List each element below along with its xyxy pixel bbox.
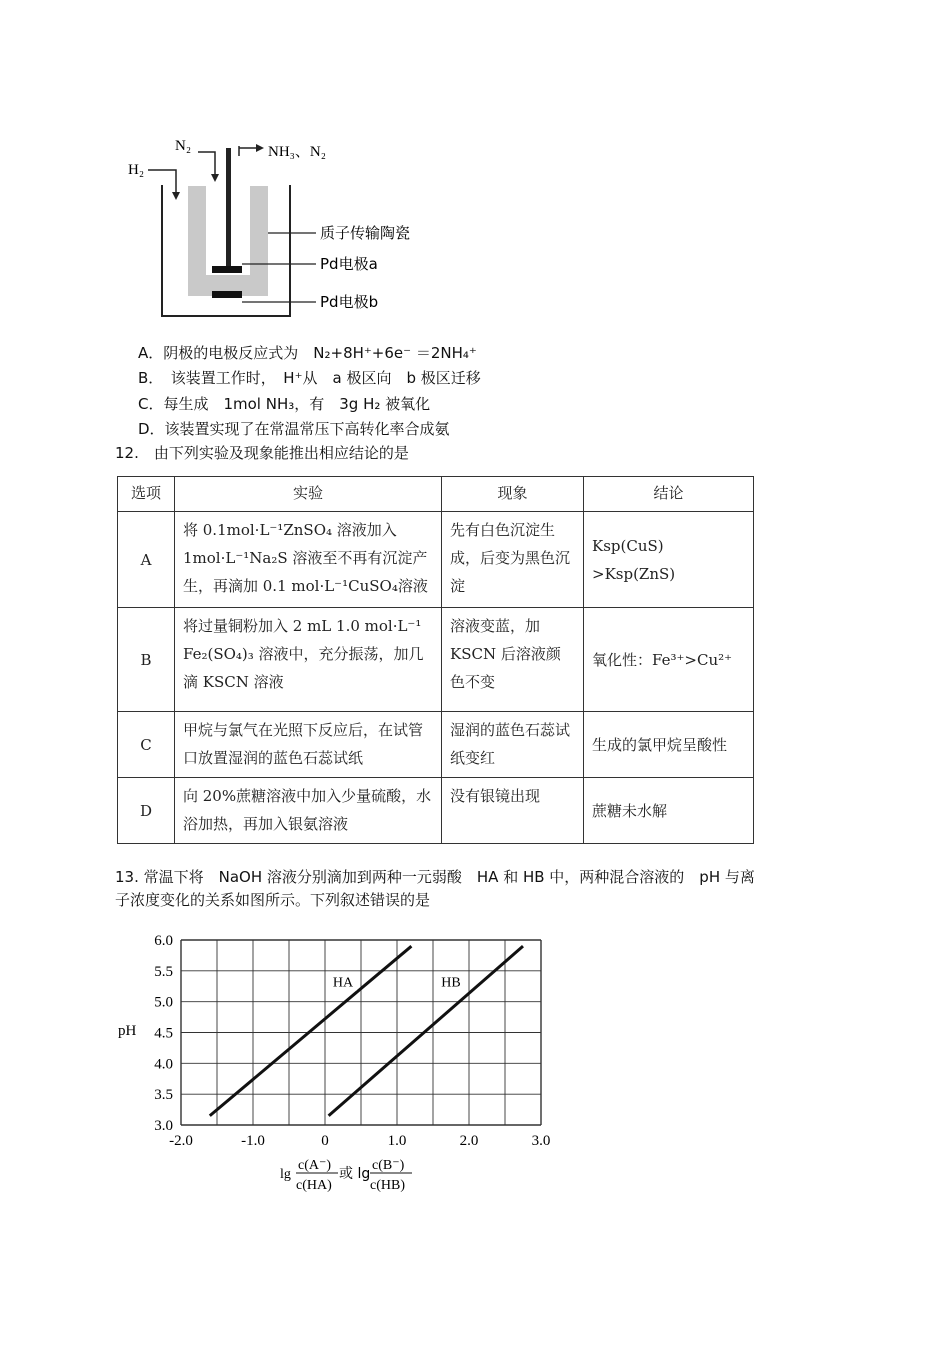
electrode-b-plate <box>212 291 242 298</box>
table-row <box>118 712 754 778</box>
row-conclusion: Ksp(CuS) >Ksp(ZnS) <box>584 512 754 608</box>
electrode-a-plate <box>212 266 242 273</box>
row-experiment: 将 0.1mol·L⁻¹ZnSO₄ 溶液加入 1mol·L⁻¹Na₂S 溶液至不再有沉淀产生，再滴加 0.1 mol·L⁻¹CuSO₄溶液 <box>175 512 442 608</box>
y-tick-label: 4.5 <box>154 1025 173 1042</box>
n2-label: N₂ <box>175 138 192 154</box>
q11-option-b: B． 该装置工作时， H⁺从 a 极区向 b 极区迁移 <box>138 369 481 387</box>
h2-label: H₂ <box>128 162 145 178</box>
q12-table <box>117 476 754 844</box>
x-tick-label: 1.0 <box>387 1133 407 1149</box>
x-label-mid: 或 lg <box>339 1166 371 1182</box>
q11-option-a: A．阴极的电极反应式为 N₂+8H⁺+6e⁻ ＝2NH₄⁺ <box>138 344 477 362</box>
x-label-num-1: c(A⁻) <box>298 1158 332 1173</box>
chart-ticks <box>154 933 550 1149</box>
table-row <box>118 608 754 712</box>
row-conclusion: 氧化性：Fe³⁺>Cu²⁺ <box>584 608 754 712</box>
y-tick-label: 5.0 <box>154 994 173 1011</box>
ph-chart <box>100 925 560 1200</box>
electrolysis-apparatus-diagram <box>120 130 420 320</box>
row-experiment: 将过量铜粉加入 2 mL 1.0 mol·L⁻¹ Fe₂(SO₄)₃ 溶液中，充分振荡，加几滴 KSCN 溶液 <box>175 608 442 712</box>
chart-grid <box>181 940 541 1125</box>
row-option: B <box>118 608 175 712</box>
q12-stem: 12. 由下列实验及现象能推出相应结论的是 <box>115 444 409 462</box>
y-tick-label: 3.0 <box>154 1118 173 1134</box>
row-conclusion: 生成的氯甲烷呈酸性 <box>584 712 754 778</box>
row-phenomenon: 先有白色沉淀生成，后变为黑色沉淀 <box>442 512 584 608</box>
x-tick-label: 0 <box>321 1133 329 1149</box>
q13-stem-line1: 13. 常温下将 NaOH 溶液分别滴加到两种一元弱酸 HA 和 HB 中，两种混合溶液的 pH 与离 <box>115 868 755 886</box>
y-axis-label: pH <box>118 1023 137 1039</box>
products-label: NH₃、N₂ <box>268 144 326 160</box>
ceramic-label: 质子传输陶瓷 <box>320 224 411 242</box>
row-option: A <box>118 512 175 608</box>
y-tick-label: 6.0 <box>154 933 173 949</box>
x-tick-label: -2.0 <box>169 1133 193 1149</box>
x-tick-label: 3.0 <box>531 1133 551 1149</box>
row-option: D <box>118 778 175 844</box>
x-label-num-2: c(B⁻) <box>372 1158 405 1173</box>
electrode-a-label: Pd电极a <box>320 255 378 273</box>
central-tube <box>226 148 231 266</box>
q11-option-c: C．每生成 1mol NH₃，有 3g H₂ 被氧化 <box>138 395 431 413</box>
header-option: 选项 <box>118 477 175 512</box>
row-option: C <box>118 712 175 778</box>
row-phenomenon: 湿润的蓝色石蕊试纸变红 <box>442 712 584 778</box>
header-experiment: 实验 <box>175 477 442 512</box>
q11-option-d: D．该装置实现了在常温常压下高转化率合成氨 <box>138 420 450 438</box>
y-tick-label: 5.5 <box>154 963 173 980</box>
row-conclusion: 蔗糖未水解 <box>584 778 754 844</box>
row-experiment: 向 20%蔗糖溶液中加入少量硫酸，水浴加热，再加入银氨溶液 <box>175 778 442 844</box>
x-axis-label <box>280 1158 412 1193</box>
x-label-den-2: c(HB) <box>370 1178 405 1193</box>
x-label-lg-1: lg <box>280 1167 291 1182</box>
y-tick-label: 3.5 <box>154 1087 173 1104</box>
x-tick-label: -1.0 <box>241 1133 265 1149</box>
y-tick-label: 4.0 <box>154 1056 173 1073</box>
table-row <box>118 512 754 608</box>
x-tick-label: 2.0 <box>459 1133 479 1149</box>
electrode-b-label: Pd电极b <box>320 293 379 311</box>
row-experiment: 甲烷与氯气在光照下反应后，在试管口放置湿润的蓝色石蕊试纸 <box>175 712 442 778</box>
row-phenomenon: 没有银镜出现 <box>442 778 584 844</box>
table-header-row <box>118 477 754 512</box>
x-label-den-1: c(HA) <box>296 1178 332 1193</box>
row-phenomenon: 溶液变蓝，加 KSCN 后溶液颜色不变 <box>442 608 584 712</box>
header-conclusion: 结论 <box>584 477 754 512</box>
series-line-ha <box>210 946 412 1116</box>
series-line-hb <box>329 946 523 1116</box>
series-label-hb: HB <box>441 975 461 991</box>
q13-stem-line2: 子浓度变化的关系如图所示。下列叙述错误的是 <box>115 891 431 909</box>
product-outlet-arrow <box>239 146 258 156</box>
header-phenomenon: 现象 <box>442 477 584 512</box>
chart-series <box>210 946 523 1116</box>
table-row <box>118 778 754 844</box>
series-label-ha: HA <box>332 975 354 991</box>
